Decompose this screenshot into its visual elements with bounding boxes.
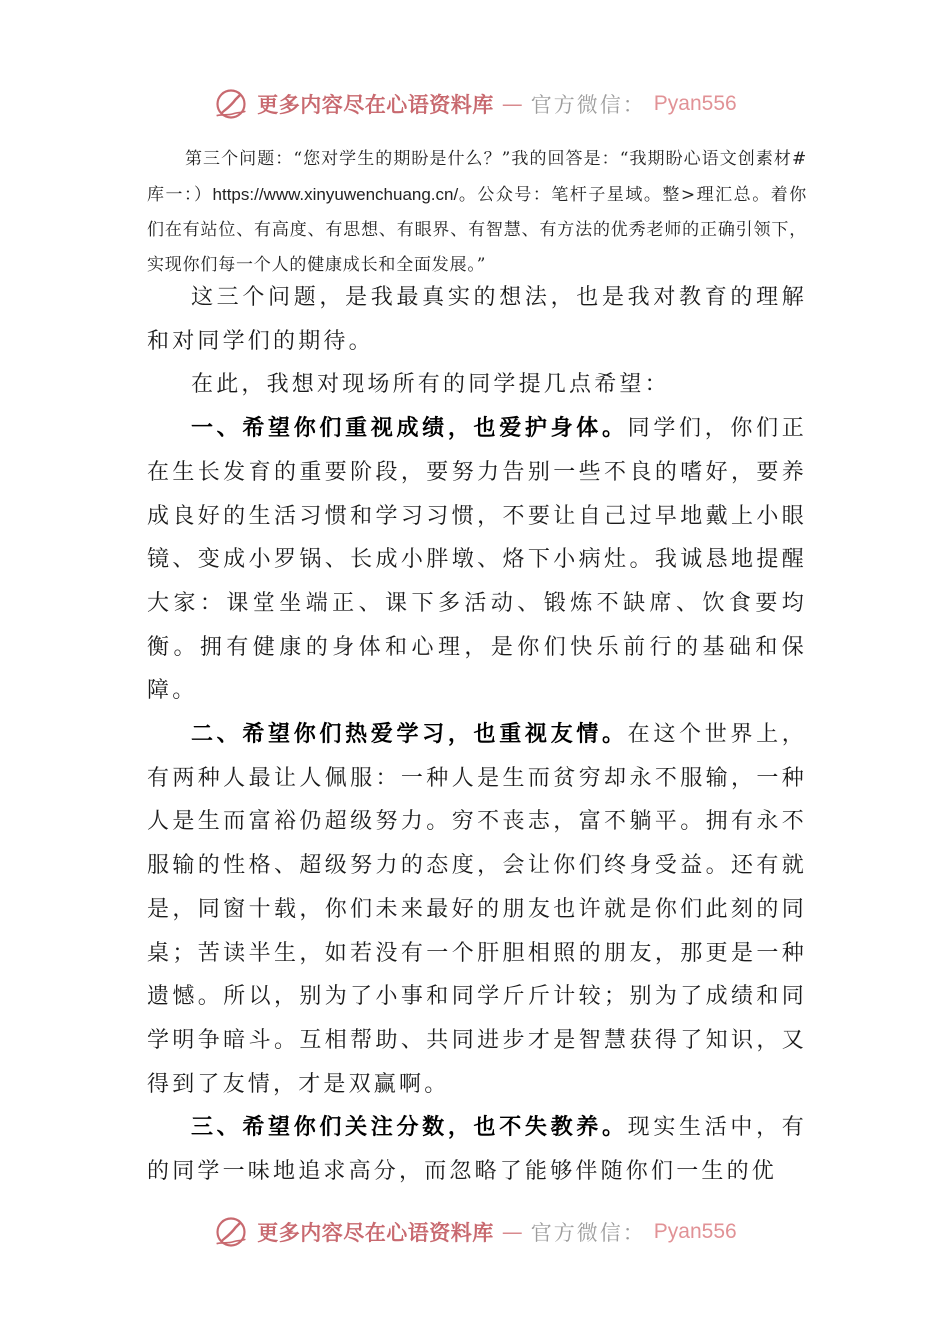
footer-watermark: [0, 1212, 950, 1252]
watermark-brand-text: 更多内容尽在心语资料库: [257, 1220, 494, 1245]
intro-paragraph: [147, 142, 807, 283]
watermark-wechat-label: 官方微信：: [530, 93, 646, 117]
paragraph-heading: 二、希望你们热爱学习，也重视友情。: [191, 721, 628, 748]
body-paragraph: [147, 363, 807, 407]
intro-text-before-url: 第三个问题：“您对学生的期盼是什么？”我的回答是：“我期盼心语文创素材#库一：）: [147, 149, 807, 205]
watermark-brand-text: 更多内容尽在心语资料库: [257, 92, 494, 117]
pen-signature-logo-icon: [213, 1214, 249, 1250]
watermark-wechat-id: Pyan556: [653, 1220, 737, 1243]
paragraph-text: 在此，我想对现场所有的同学提几点希望：: [191, 372, 670, 398]
header-watermark: [0, 84, 950, 124]
intro-text-after-url: 。公众号：笔杆子星域。整>理汇总。着你们在有站位、有高度、有思想、有眼界、有智慧、有方法的优秀老师的正确引领下，实现你们每一个人的健康成长和全面发展。”: [147, 185, 807, 275]
watermark-dash: —: [501, 92, 523, 116]
body-paragraph: [147, 276, 807, 363]
body-paragraph: [147, 407, 807, 713]
paragraph-text: 这三个问题，是我最真实的想法，也是我对教育的理解和对同学们的期待。: [147, 285, 807, 354]
watermark-wechat-label: 官方微信：: [530, 1221, 646, 1245]
body-paragraph: [147, 1106, 807, 1193]
intro-url: https://www.xinyuwenchuang.cn/: [212, 185, 459, 204]
paragraph-heading: 一、希望你们重视成绩，也爱护身体。: [191, 415, 628, 442]
paragraph-text: 在这个世界上，有两种人最让人佩服：一种人是生而贫穷却永不服输，一种人是生而富裕仍超级努力。穷不丧志，富不躺平。拥有永不服输的性格、超级努力的态度，会让你们终身受益。还有就是，同窗十载，你们未来最好的朋友也许就是你们此刻的同桌；苦读半生，如若没有一个肝胆相照的朋友，那更是一种遗憾。所以，别为了小事和同学斤斤计较；别为了成绩和同学明争暗斗。互相帮助、共同进步才是智慧获得了知识，又得到了友情，才是双赢啊。: [147, 722, 807, 1097]
paragraph-text: 同学们，你们正在生长发育的重要阶段，要努力告别一些不良的嗜好，要养成良好的生活习惯和学习习惯，不要让自己过早地戴上小眼镜、变成小罗锅、长成小胖墩、烙下小病灶。我诚恳地提醒大家：课堂坐端正、课下多活动、锻炼不缺席、饮食要均衡。拥有健康的身体和心理，是你们快乐前行的基础和保障。: [147, 416, 807, 704]
paragraph-heading: 三、希望你们关注分数，也不失教养。: [191, 1114, 628, 1141]
body-paragraph: [147, 713, 807, 1106]
paragraph-text: 现实生活中，有的同学一味地追求高分，而忽略了能够伴随你们一生的优: [147, 1115, 807, 1185]
watermark-wechat-id: Pyan556: [653, 92, 737, 115]
pen-signature-logo-icon: [213, 86, 249, 122]
document-body: [147, 276, 807, 1194]
watermark-dash: —: [501, 1220, 523, 1244]
